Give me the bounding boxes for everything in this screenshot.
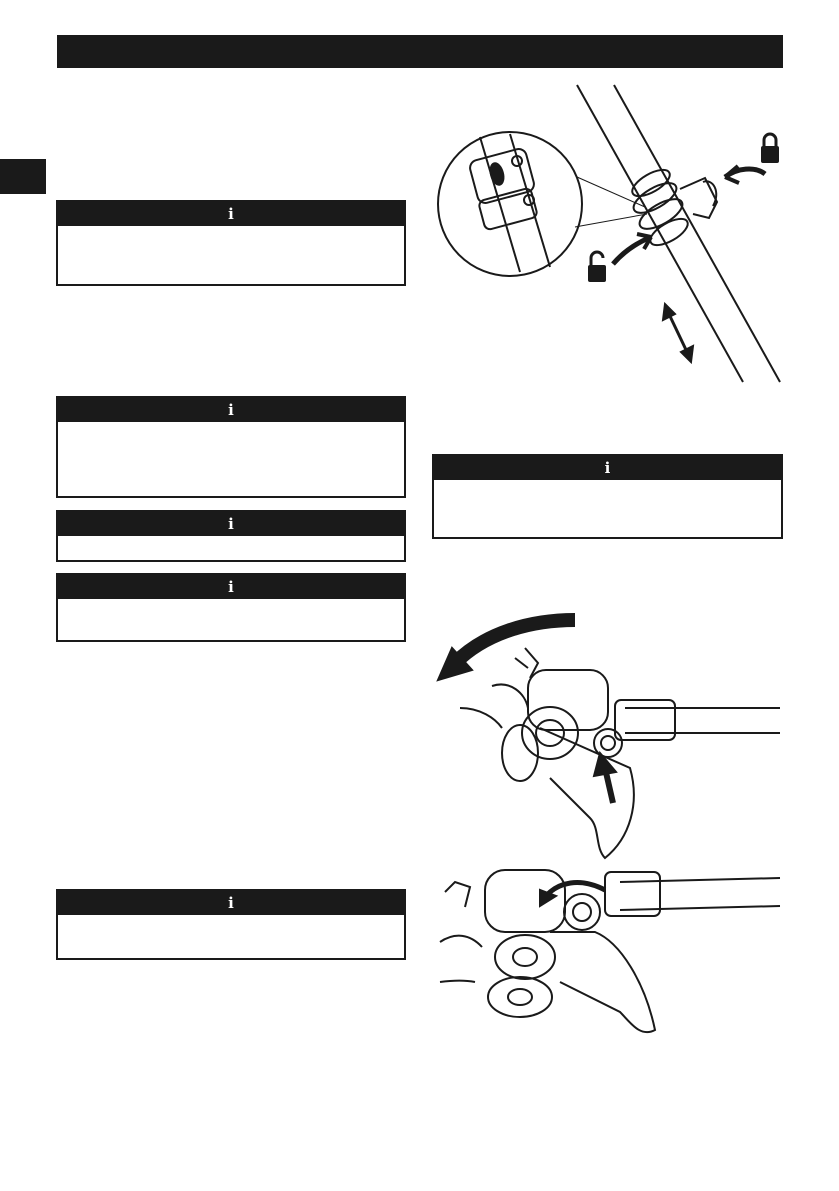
double-arrow-icon (663, 304, 693, 362)
info-icon: i (58, 891, 404, 915)
info-note-2 (56, 396, 406, 498)
detail-clamp (468, 134, 550, 272)
info-icon: i (434, 456, 781, 480)
info-note-1 (56, 200, 406, 286)
language-side-tab (0, 159, 46, 194)
trimmer-head-edging-figure (430, 862, 790, 1044)
info-note-6 (432, 454, 783, 539)
clamp-collar (628, 165, 717, 251)
info-note-4 (56, 573, 406, 642)
unlock-icon (588, 252, 606, 282)
release-button (564, 894, 600, 930)
edge-wheel (495, 935, 555, 979)
lock-icon (761, 134, 779, 163)
info-icon: i (58, 512, 404, 536)
release-button (594, 729, 622, 757)
section-header-bar (57, 35, 783, 68)
info-note-5 (56, 889, 406, 960)
trimmer-head-rotate-figure (430, 608, 790, 866)
info-icon: i (58, 398, 404, 422)
motor-housing (528, 670, 608, 730)
shaft-clamp-figure (425, 82, 795, 387)
motor-housing (485, 870, 565, 932)
detail-magnifier-circle (438, 132, 582, 276)
info-icon: i (58, 202, 404, 226)
info-note-3 (56, 510, 406, 562)
curved-arrow-icon (540, 883, 605, 906)
rotate-arrow-icon (613, 237, 651, 264)
info-icon: i (58, 575, 404, 599)
